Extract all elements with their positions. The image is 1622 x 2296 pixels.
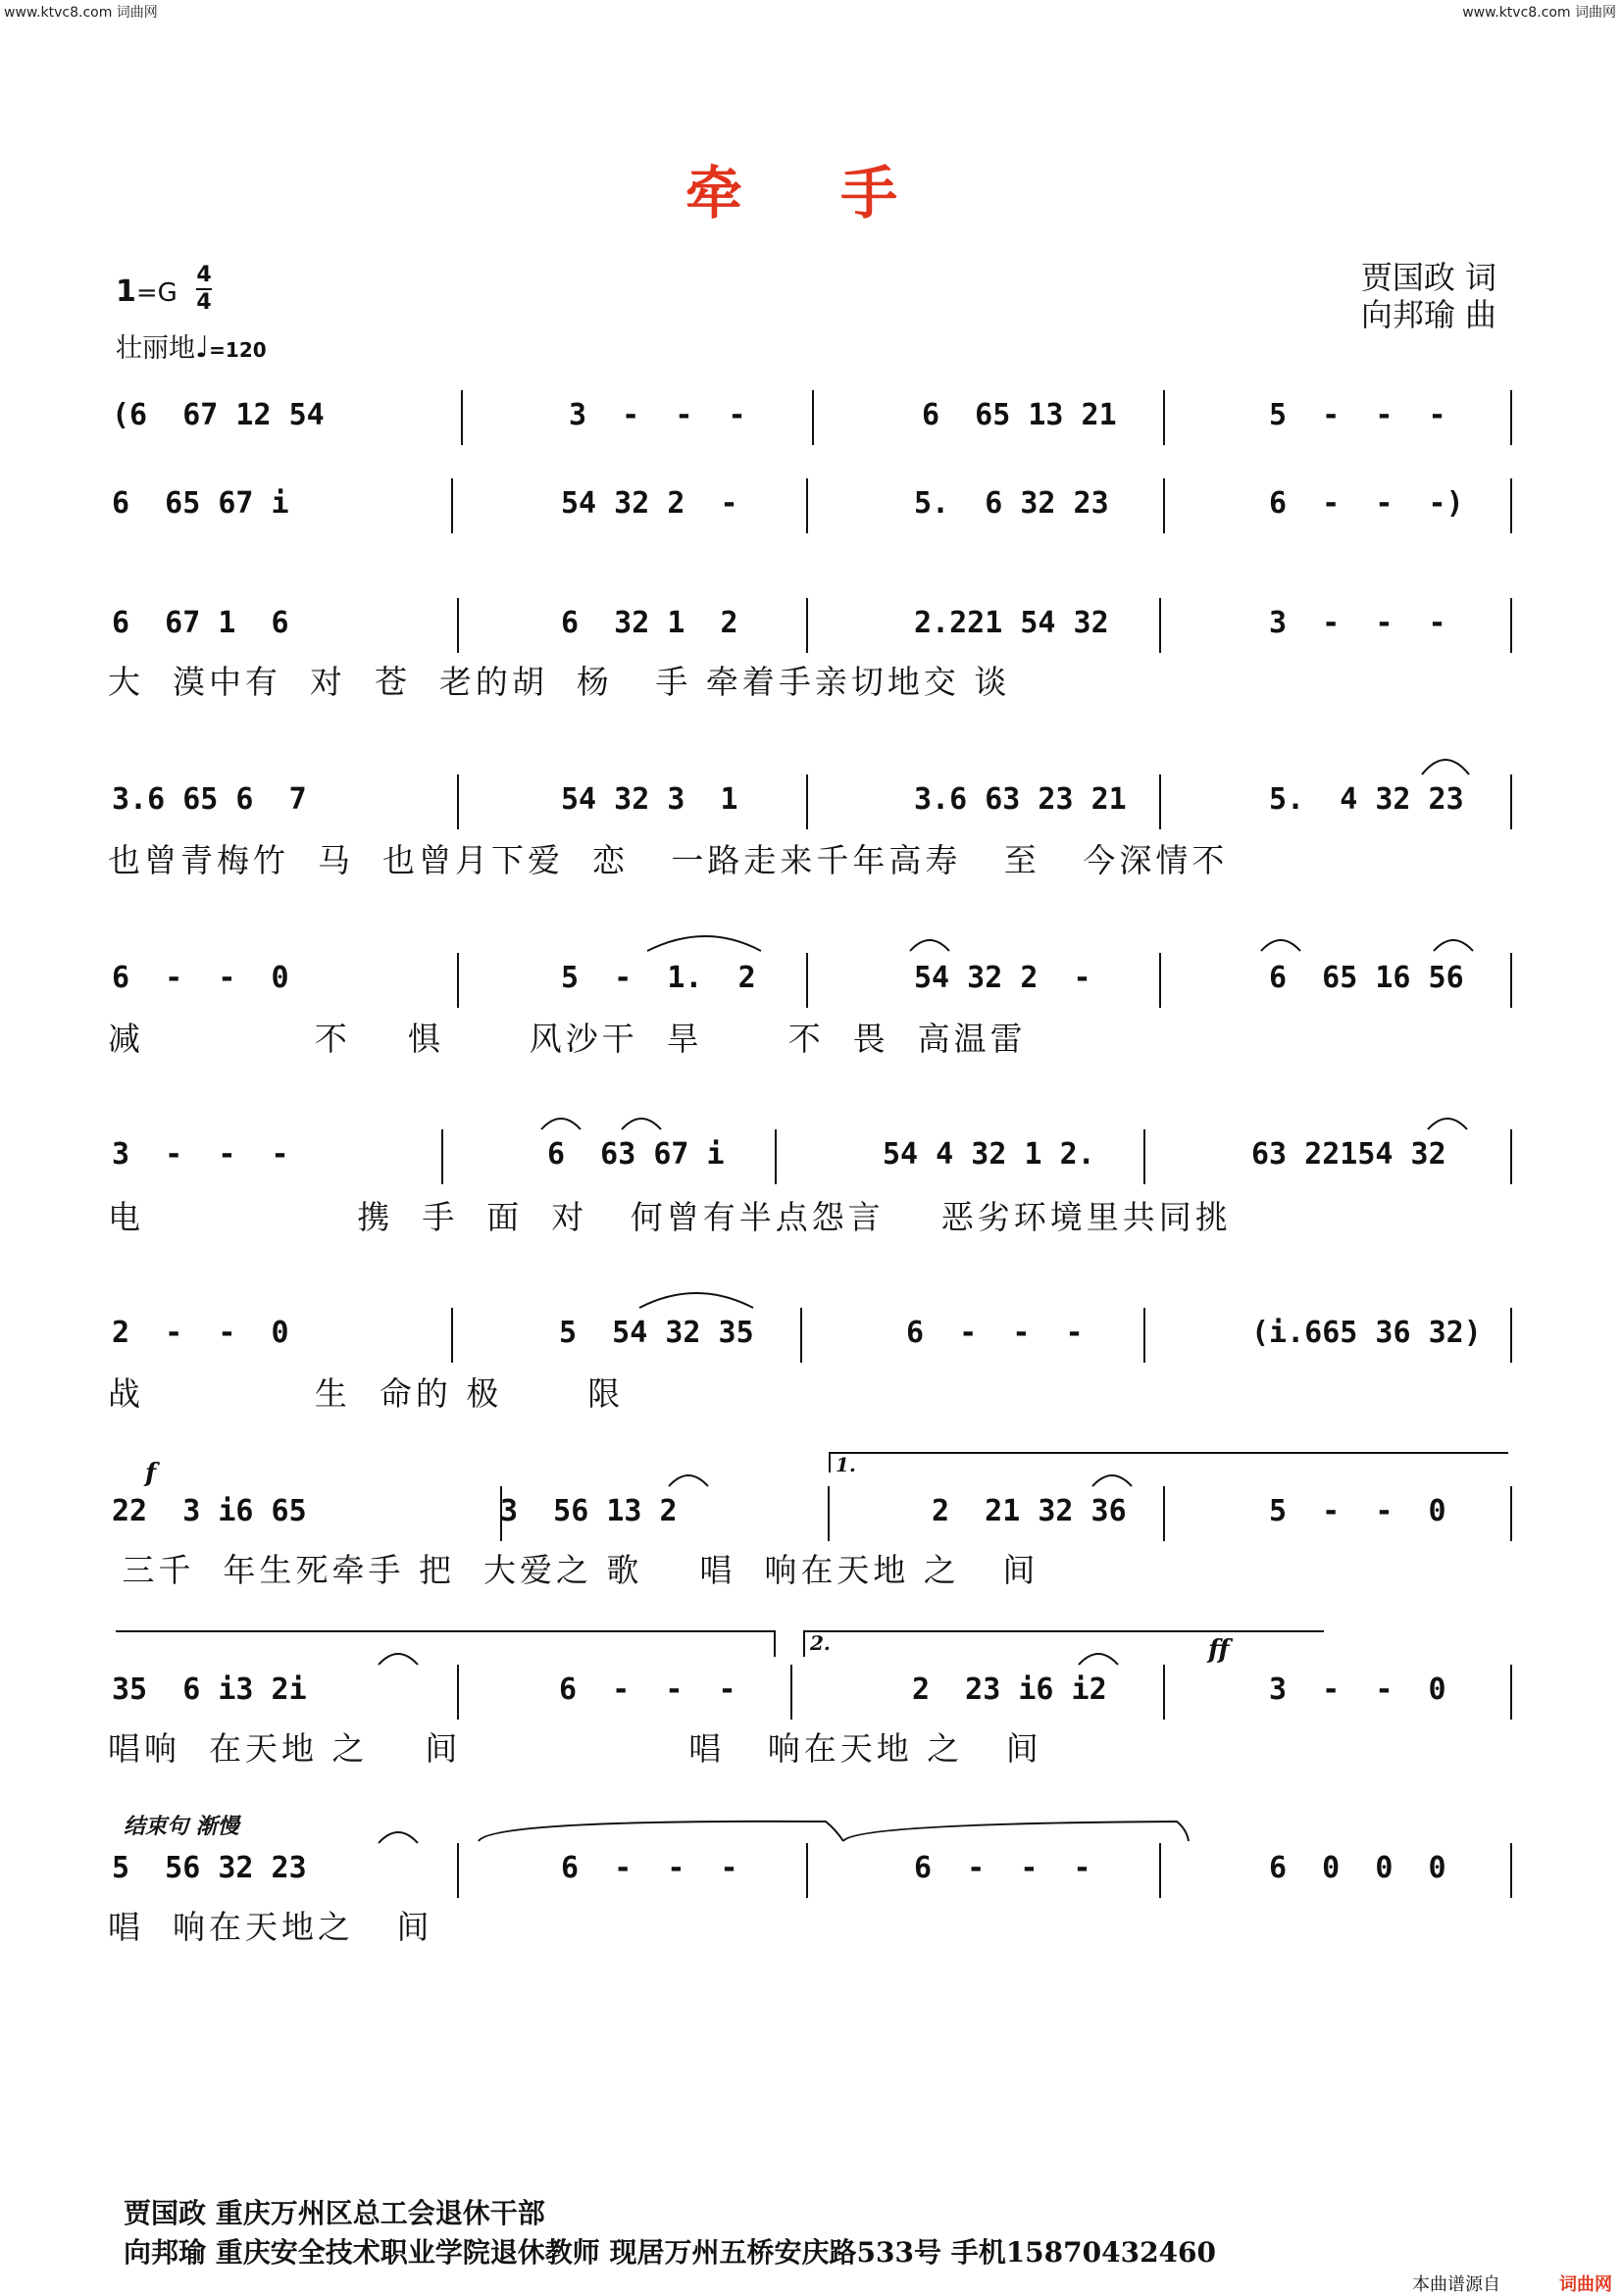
key-tonic-number: 1 — [116, 275, 136, 309]
slur — [1422, 760, 1469, 774]
lyricist-credit: 贾国政 词 — [1360, 259, 1496, 296]
slur — [647, 936, 761, 951]
measure-notes: 54 32 2 - — [561, 486, 738, 521]
tie-long — [843, 1822, 1189, 1841]
lyric-line: 也曾青梅竹 马 也曾月下爱 恋 一路走来千年高寿 至 今深情不 — [108, 841, 1229, 879]
lyric-line: 三千 年生死牵手 把 大爱之 歌 唱 响在天地 之 间 — [108, 1551, 1039, 1589]
lyric-line: 唱响 在天地 之 间 唱 响在天地 之 间 — [108, 1729, 1042, 1768]
ending-instruction: 结束句 渐慢 — [124, 1814, 239, 1839]
measure-notes: 35 6 i3 2i — [112, 1672, 307, 1707]
measure-notes: 5. 4 32 23 — [1269, 782, 1464, 817]
lyric-line: 唱 响在天地之 间 — [108, 1908, 433, 1946]
measure-notes: 22 3 i6 65 — [112, 1494, 307, 1528]
measure-notes: 54 4 32 1 2. — [883, 1137, 1095, 1172]
measure-notes: 6 32 1 2 — [561, 606, 738, 640]
measure-notes: 54 32 3 1 — [561, 782, 738, 817]
footer-lyricist-info: 贾国政 重庆万州区总工会退休干部 — [124, 2197, 545, 2229]
measure-notes: 6 - - - — [561, 1851, 738, 1885]
volta-first-label: 1. — [836, 1453, 856, 1476]
measure-notes: 3.6 63 23 21 — [914, 782, 1127, 817]
measure-notes: 3 - - - — [1269, 606, 1446, 640]
measure-notes: 6 65 16 56 — [1269, 961, 1464, 995]
measure-notes: 6 63 67 i — [547, 1137, 725, 1172]
site-logo: 词曲网 — [1559, 2274, 1612, 2295]
measure-notes: 6 65 67 i — [112, 486, 289, 521]
slur — [379, 1832, 418, 1843]
key-name: =G — [135, 278, 177, 308]
lyric-line: 减 不 惧 风沙干 旱 不 畏 高温雷 — [108, 1020, 1027, 1058]
measure-notes: 6 - - - — [906, 1316, 1084, 1350]
dynamic-fortissimo: ff — [1208, 1635, 1230, 1665]
meter-top: 4 — [196, 263, 212, 287]
measure-notes: 6 - - 0 — [112, 961, 289, 995]
song-title: 牵 手 — [684, 160, 938, 226]
quarter-note-icon: ♩ — [195, 330, 210, 365]
measure-notes: 2 - - 0 — [112, 1316, 289, 1350]
slur — [379, 1654, 418, 1665]
measure-notes: 3 56 13 2 — [500, 1494, 678, 1528]
measure-notes: 3 - - - — [569, 398, 746, 432]
measure-notes: 5 - 1. 2 — [561, 961, 756, 995]
measure-notes: 6 - - - — [559, 1672, 736, 1707]
lyric-line: 大 漠中有 对 苍 老的胡 杨 手 牵着手亲切地交 谈 — [108, 663, 1011, 701]
measure-notes: 5 54 32 35 — [559, 1316, 754, 1350]
volta-second-label: 2. — [810, 1631, 831, 1655]
slur — [910, 940, 949, 951]
measure-notes: 5 - - 0 — [1269, 1494, 1446, 1528]
site-header-left: www.ktvc8.com 词曲网 — [4, 5, 158, 21]
volta-first-bracket — [830, 1453, 1508, 1472]
source-note: 本曲谱源自 — [1412, 2274, 1500, 2295]
slur — [639, 1293, 753, 1308]
slur — [1434, 940, 1473, 951]
measure-notes: 5 - - - — [1269, 398, 1446, 432]
lyric-line: 战 生 命的 极 限 — [108, 1374, 625, 1413]
meter-bottom: 4 — [196, 290, 212, 315]
tempo-bpm: =120 — [209, 338, 267, 362]
measure-notes: 5 56 32 23 — [112, 1851, 307, 1885]
measure-notes: 6 - - - — [914, 1851, 1091, 1885]
composer-credit: 向邦瑜 曲 — [1360, 296, 1496, 333]
measure-notes: 6 67 1 6 — [112, 606, 289, 640]
measure-notes: 2 21 32 36 — [932, 1494, 1127, 1528]
measure-notes: 6 - - -) — [1269, 486, 1464, 521]
measure-notes: 3 - - - — [112, 1137, 289, 1172]
measure-notes: 6 65 13 21 — [922, 398, 1117, 432]
dynamic-forte: f — [145, 1459, 157, 1488]
slur — [622, 1119, 661, 1129]
site-header-right: www.ktvc8.com 词曲网 — [1462, 5, 1616, 21]
footer-composer-info: 向邦瑜 重庆安全技术职业学院退休教师 现居万州五桥安庆路533号 手机15870432460 — [124, 2236, 1217, 2269]
measure-notes: 63 22154 32 — [1251, 1137, 1446, 1172]
slur — [1092, 1475, 1132, 1486]
measure-notes: (6 67 12 54 — [112, 398, 325, 432]
volta-second-bracket — [804, 1631, 1324, 1657]
measure-notes: (i.665 36 32) — [1251, 1316, 1482, 1350]
slur — [1079, 1654, 1118, 1665]
measure-notes: 54 32 2 - — [914, 961, 1091, 995]
slur — [1261, 940, 1300, 951]
lyric-line: 电 携 手 面 对 何曾有半点怨言 恶劣环境里共同挑 — [108, 1198, 1232, 1236]
slur — [1428, 1119, 1467, 1129]
volta-first-continuation — [116, 1631, 775, 1657]
slur — [541, 1119, 581, 1129]
measure-notes: 5. 6 32 23 — [914, 486, 1109, 521]
measure-notes: 3.6 65 6 7 — [112, 782, 307, 817]
measure-notes: 6 0 0 0 — [1269, 1851, 1446, 1885]
measure-notes: 2.221 54 32 — [914, 606, 1109, 640]
slur — [669, 1475, 708, 1486]
tempo-expression: 壮丽地 — [116, 333, 195, 364]
tie-long — [479, 1822, 843, 1841]
measure-notes: 3 - - 0 — [1269, 1672, 1446, 1707]
measure-notes: 2 23 i6 i2 — [912, 1672, 1107, 1707]
